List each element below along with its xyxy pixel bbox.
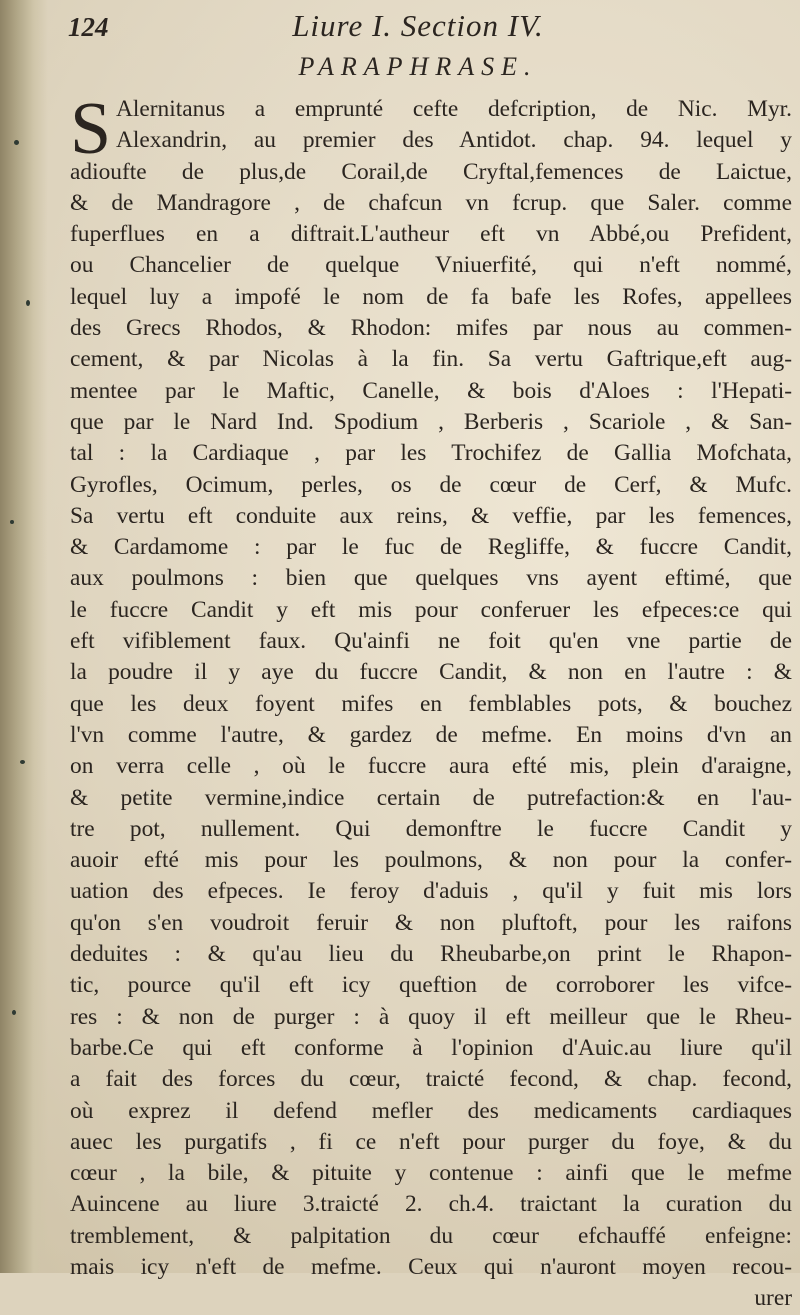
text-line: ou Chancelier de quelque Vniuerfité, qui n'eft nommé, [70,252,792,279]
text-line: deduites : & qu'au lieu du Rheubarbe,on print le Rhapon- [70,941,792,968]
text-line: & Cardamome : par le fuc de Regliffe, & fuccre Candit, [70,534,792,561]
text-line: eft vifiblement faux. Qu'ainfi ne foit qu'en vne partie de [70,628,792,655]
text-line: mentee par le Maftic, Canelle, & bois d'Aloes : l'Hepati- [70,377,792,404]
text-line: Auincene au liure 3.traicté 2. ch.4. traictant la curation du [70,1191,792,1218]
text-line: Gyrofles, Ocimum, perles, os de cœur de Cerf, & Mufc. [70,471,792,498]
page-gutter [0,0,48,1273]
text-line: où exprez il defend mefler des medicaments cardiaques [70,1097,792,1124]
text-line: cœur , la bile, & pituite y contenue : ainfi que le mefme [70,1160,792,1187]
text-line: & de Mandragore , de chafcun vn fcrup. que Saler. comme [70,189,792,216]
page-number: 124 [68,12,109,42]
text-line: Alexandrin, au premier des Antidot. chap. 94. lequel y [116,127,792,154]
text-line: & petite vermine,indice certain de putrefaction:& en l'au- [70,784,792,811]
running-head: Liure I. Section IV. [292,8,544,43]
text-line: des Grecs Rhodos, & Rhodon: mifes par nous au commen- [70,315,792,342]
text-line: tremblement, & palpitation du cœur efchauffé enfeigne: [70,1222,792,1249]
text-line: que par le Nard Ind. Spodium , Berberis , Scariole , & San- [70,408,792,435]
text-line: Sa vertu eft conduite aux reins, & veffie, par les femences, [70,502,792,529]
ink-speck [10,520,14,524]
text-line: tal : la Cardiaque , par les Trochifez de Gallia Mofchata, [70,440,792,467]
page-header [60,4,776,48]
text-line: lequel luy a impofé le nom de fa bafe les Rofes, appellees [70,283,792,310]
text-line: cement, & par Nicolas à la fin. Sa vertu Gaftrique,eft aug- [70,346,792,373]
section-title: PARAPHRASE. [298,52,538,81]
text-line: tic, pource qu'il eft icy queftion de corroborer les vifce- [70,972,792,999]
text-line: uation des efpeces. Ie feroy d'aduis , qu'il y fuit mis lors [70,878,792,905]
text-line: que les deux foyent mifes en femblables pots, & bouchez [70,690,792,717]
text-line: qu'on s'en voudroit feruir & non pluftoft, pour les raifons [70,909,792,936]
ink-speck [20,760,25,764]
text-line: la poudre il y aye du fuccre Candit, & non en l'autre : & [70,659,792,686]
text-line: urer [754,1285,792,1312]
text-line: a fait des forces du cœur, traicté fecond, & chap. fecond, [70,1066,792,1093]
text-line: aux poulmons : bien que quelques vns ayent eftimé, que [70,565,792,592]
text-line: on verra celle , où le fuccre aura efté mis, plein d'araigne, [70,753,792,780]
text-line: res : & non de purger : à quoy il eft meilleur que le Rheu- [70,1003,792,1030]
text-line: le fuccre Candit y eft mis pour conferuer les efpeces:ce qui [70,596,792,623]
ink-speck [12,1010,16,1015]
text-line: barbe.Ce qui eft conforme à l'opinion d'Auic.au liure qu'il [70,1034,792,1061]
text-line: l'vn comme l'autre, & gardez de mefme. En moins d'vn an [70,721,792,748]
text-line: adioufte de plus,de Corail,de Cryftal,femences de Laictue, [70,158,792,185]
text-line: Alernitanus a emprunté cefte defcription, de Nic. Myr. [116,96,792,122]
text-line: mais icy n'eft de mefme. Ceux qui n'auront moyen recou- [70,1253,792,1280]
drop-cap: S [70,88,112,170]
text-line: auec les purgatifs , fi ce n'eft pour purger du foye, & du [70,1128,792,1155]
ink-speck [14,140,19,145]
body-text [70,88,792,1315]
ink-speck [26,300,30,306]
text-line: tre pot, nullement. Qui demonftre le fuccre Candit y [70,815,792,842]
text-line: auoir efté mis pour les poulmons, & non pour la confer- [70,847,792,874]
text-line: fuperflues en a diftrait.L'autheur eft vn Abbé,ou Prefident, [70,221,792,248]
